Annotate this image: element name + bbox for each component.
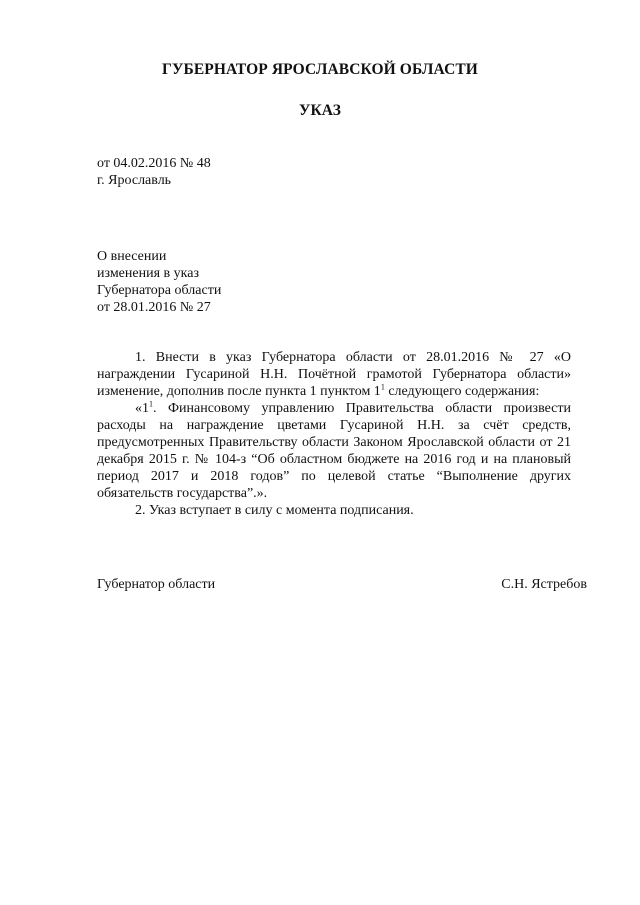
paragraph-quote-text: . Финансовому управлению Правительства области произвести расходы на награждение цветами Гусариной Н.Н. за счёт средств, предусмотренных Правительству области Законом Ярославской области от 21 декабря 2015 г. № 104-з “Об областном бюджете на 2016 год и на плановый период 2017 и 2018 годов” по целевой статье “Выполнение других обязательств государства”.». <box>97 401 571 501</box>
superscript: 1 <box>380 382 385 392</box>
document-kind: УКАЗ <box>298 102 341 119</box>
signatory-name: С.Н. Ястребов <box>501 577 587 592</box>
subject-line: О внесении <box>97 249 167 264</box>
paragraph-quote <box>97 400 571 502</box>
subject-line: Губернатора области <box>97 283 222 298</box>
paragraph-1-text: 1. Внести в указ Губернатора области от 28.01.2016 № 27 «О награждении Гусариной Н.Н. Почётной грамотой Губернатора области» изменение, дополнив после пункта 1 пунктом 1 <box>97 350 571 399</box>
document-meta <box>97 155 211 189</box>
city: г. Ярославль <box>97 173 172 188</box>
document-subject <box>97 248 221 316</box>
subject-line: от 28.01.2016 № 27 <box>97 300 211 315</box>
paragraph-2: 2. Указ вступает в силу с момента подписания. <box>135 503 414 518</box>
paragraph-1-text-end: следующего содержания: <box>384 384 540 399</box>
subject-line: изменения в указ <box>97 266 199 281</box>
paragraph-quote-start: «1 <box>135 401 149 416</box>
superscript: 1 <box>149 399 153 409</box>
paragraph-1 <box>97 349 571 400</box>
date-number: от 04.02.2016 № 48 <box>97 156 211 171</box>
document-title: ГУБЕРНАТОР ЯРОСЛАВСКОЙ ОБЛАСТИ <box>162 61 478 78</box>
document-body <box>97 349 571 519</box>
signatory-position: Губернатор области <box>97 577 216 592</box>
